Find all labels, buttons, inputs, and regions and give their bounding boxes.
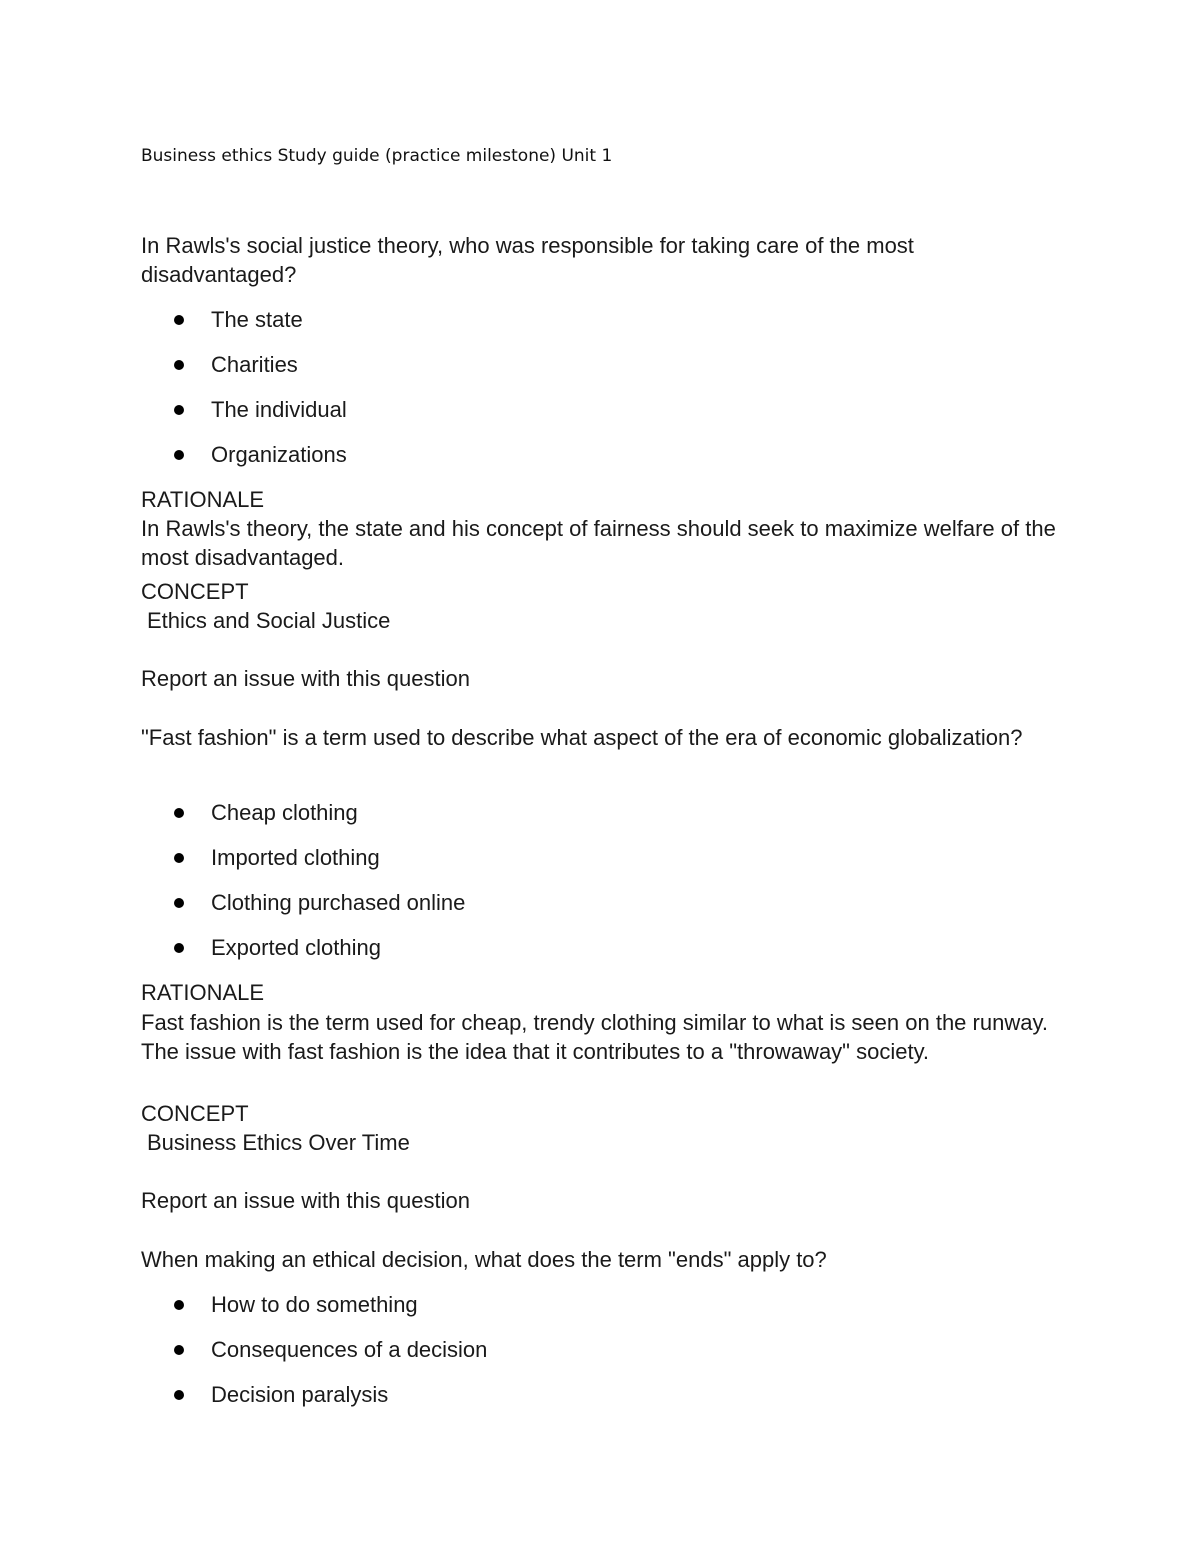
question-2-rationale-heading: RATIONALE xyxy=(141,980,265,1005)
question-1-concept: Ethics and Social Justice xyxy=(147,608,391,633)
bullet-icon xyxy=(174,898,184,908)
bullet-icon xyxy=(174,405,184,415)
bullet-icon xyxy=(174,853,184,863)
bullet-icon xyxy=(174,360,184,370)
bullet-icon xyxy=(174,808,184,818)
bullet-icon xyxy=(174,943,184,953)
question-1-rationale: In Rawls's theory, the state and his concept of fairness should seek to maximize welfare of the most disadvantaged. xyxy=(141,516,1056,570)
question-1-prompt: In Rawls's social justice theory, who was responsible for taking care of the most disadvantaged? xyxy=(141,233,914,287)
question-2-report-link[interactable]: Report an issue with this question xyxy=(141,1188,470,1213)
document-page: Business ethics Study guide (practice milestone) Unit 1 In Rawls's social justice theory, who was responsible for taking care of the most disadvantaged? The state Charities The individual Organizations RATIONALE In Rawls's theory, the state and his concept of fairness should seek to maximize welfare of the most disadvantaged. CONCEPT Ethics and Social Justice Report an issue with this question "Fast fashion" is a term used to describe what aspect of the era of economic globalization? Cheap clothing Imported clothing Clothing purchased online Exported clothing RATIONALE Fast fashion is the term used for cheap, trendy clothing similar to what is seen on the runway. The issue with fast fashion is the idea that it contributes to a "throwaway" society. CONCEPT Business Ethics Over Time Report an issue with this question When making an ethical decision, what does the term "ends" apply to? How to do something Consequences of a decision Decision paralysis xyxy=(0,0,1200,1553)
question-2-prompt: "Fast fashion" is a term used to describe what aspect of the era of economic globalization? xyxy=(141,725,1023,750)
question-3-prompt: When making an ethical decision, what does the term "ends" apply to? xyxy=(141,1247,827,1272)
bullet-icon xyxy=(174,1390,184,1400)
question-2-concept: Business Ethics Over Time xyxy=(147,1130,410,1155)
question-2-concept-heading: CONCEPT xyxy=(141,1101,249,1126)
question-1-rationale-heading: RATIONALE xyxy=(141,487,265,512)
question-1-concept-heading: CONCEPT xyxy=(141,579,249,604)
document-title: Business ethics Study guide (practice milestone) Unit 1 xyxy=(141,146,613,166)
bullet-icon xyxy=(174,1345,184,1355)
question-1-report-link[interactable]: Report an issue with this question xyxy=(141,666,470,691)
question-2-rationale: Fast fashion is the term used for cheap, trendy clothing similar to what is seen on the runway. The issue with fast fashion is the idea that it contributes to a "throwaway" society. xyxy=(141,1010,1048,1064)
bullet-icon xyxy=(174,450,184,460)
bullet-icon xyxy=(174,1300,184,1310)
bullet-icon xyxy=(174,315,184,325)
